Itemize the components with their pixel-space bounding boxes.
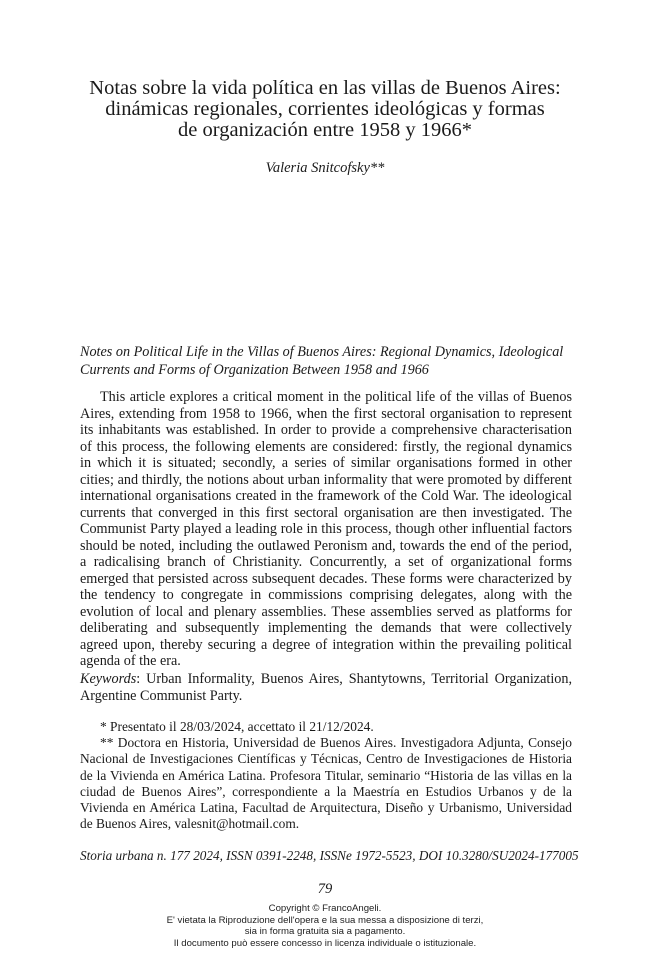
title-line: de organización entre 1958 y 1966* [178,119,472,141]
copyright-footer [0,903,650,949]
footer-line: Il documento può essere concesso in licenza individuale o istituzionale. [173,937,477,949]
footnote-author-affiliation: ** Doctora en Historia, Universidad de Buenos Aires. Investigadora Adjunta, Consejo Nacional de Investigaciones Científicas y Técnicas, Centro de Investigaciones de Historia de la Vivienda en América Latina. Profesora Titular, seminario “Historia de las villas en la ciudad de Buenos Aires”, correspondiente a la Maestría en Estudios Urbanos y de la Vivienda en América Latina, Facultad de Arquitectura, Diseño y Urbanismo, Universidad de Buenos Aires, valesnit@hotmail.com. [80,735,572,832]
footnote-submission: * Presentato il 28/03/2024, accettato il 21/12/2024. [100,719,374,734]
keywords [80,671,572,705]
footer-line: sia in forma gratuita sia a pagamento. [244,926,406,938]
abstract-text: This article explores a critical moment in the political life of the villas of Buenos Aires, extending from 1958 to 1966, when the first sectoral organisation to represent its inhabitants was established. In order to provide a comprehensive characterisation of this process, the following elements are considered: firstly, the regional dynamics in which it is situated; secondly, a series of similar organisations formed in other cities; and thirdly, the notions about urban informality that were promoted by different international organisations created in the framework of the Cold War. The ideological currents that converged in this first sectoral organisation are then investigated. The Communist Party played a leading role in this process, though other influential factors should be noted, including the outlawed Peronism and, towards the end of the period, a radicalising branch of Christianity. Concurrently, a set of organizational forms emerged that persisted across subsequent decades. These forms were characterized by the tendency to congregate in commissions comprising delegates, along with the evolution of local and plenary assemblies. These assemblies served as platforms for deliberating and subsequently implementing the demands that were collectively agreed upon, thereby securing a degree of integration within the prevailing political agenda of the era. [80,389,572,669]
footer-line: Copyright © FrancoAngeli. [268,903,382,914]
keywords-list: : Urban Informality, Buenos Aires, Shantytowns, Territorial Organization, Argentine Communist Party. [80,671,572,704]
article-title [60,78,590,141]
keywords-label: Keywords [80,671,137,687]
english-title: Notes on Political Life in the Villas of Buenos Aires: Regional Dynamics, Ideological Currents and Forms of Organization Between 1958 and 1966 [80,344,564,378]
author-name: Valeria Snitcofsky** [265,160,385,176]
footer-line: E' vietata la Riproduzione dell'opera e la sua messa a disposizione di terzi, [166,914,484,926]
page-number: 79 [317,881,333,897]
title-line: Notas sobre la vida política en las villas de Buenos Aires: [89,77,561,99]
journal-citation: Storia urbana n. 177 2024, ISSN 0391-2248, ISSNe 1972-5523, DOI 10.3280/SU2024-177005 [80,848,579,863]
footnotes [80,719,572,832]
title-line: dinámicas regionales, corrientes ideológicas y formas [105,98,545,120]
